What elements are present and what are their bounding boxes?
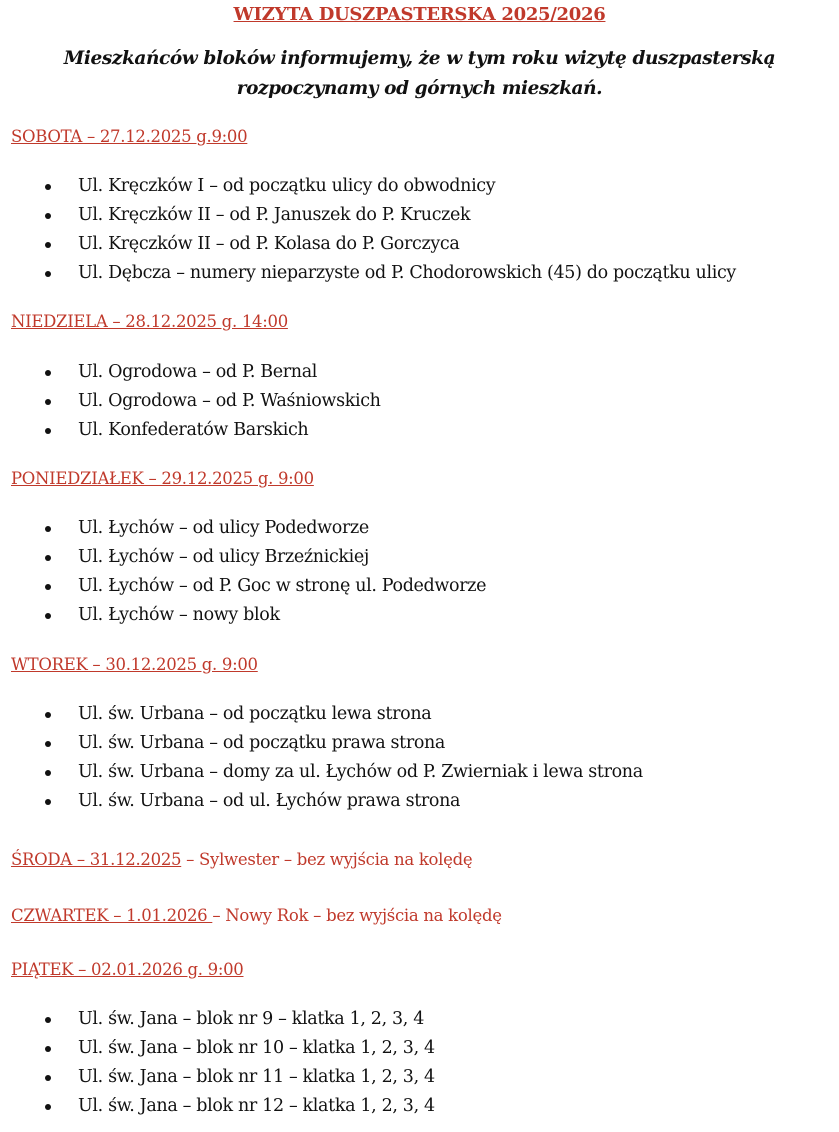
list-item-text: Ul. Ogrodowa – od P. Bernal [78, 362, 318, 382]
list-item [0, 1092, 435, 1121]
bullet-icon [45, 1046, 51, 1052]
list-item-text: Ul. Kręczków I – od początku ulicy do obwodnicy [78, 176, 496, 196]
day-heading-text: NIEDZIELA – 28.12.2025 g. 14:00 [11, 312, 288, 331]
street-list-sunday [0, 358, 381, 445]
bullet-icon [45, 1104, 51, 1110]
list-item-text: Ul. św. Jana – blok nr 12 – klatka 1, 2, 3, 4 [78, 1096, 435, 1116]
list-item [0, 387, 381, 416]
list-item-text: Ul. św. Jana – blok nr 10 – klatka 1, 2, 3, 4 [78, 1038, 435, 1058]
intro-text [0, 44, 839, 104]
list-item [0, 543, 486, 572]
day-heading-text: ŚRODA – 31.12.2025 [11, 850, 182, 869]
list-item [0, 700, 643, 729]
list-item-text: Ul. św. Jana – blok nr 11 – klatka 1, 2, 3, 4 [78, 1067, 435, 1087]
list-item-text: Ul. Kręczków II – od P. Kolasa do P. Gorczyca [78, 234, 460, 254]
bullet-icon [45, 213, 51, 219]
list-item-text: Ul. św. Urbana – od ul. Łychów prawa strona [78, 791, 461, 811]
street-list-friday [0, 1005, 435, 1121]
day-heading-thursday [11, 906, 502, 925]
intro-line-1: Mieszkańców bloków informujemy, że w tym roku wizytę duszpasterską [63, 48, 776, 69]
list-item-text: Ul. Łychów – nowy blok [78, 605, 280, 625]
day-heading-text: PONIEDZIAŁEK – 29.12.2025 g. 9:00 [11, 469, 314, 488]
list-item [0, 514, 486, 543]
list-item-text: Ul. św. Jana – blok nr 9 – klatka 1, 2, 3, 4 [78, 1009, 424, 1029]
list-item-text: Ul. Łychów – od ulicy Brzeźnickiej [78, 547, 370, 567]
day-note: – Sylwester – bez wyjścia na kolędę [181, 850, 473, 869]
day-heading-tuesday [11, 655, 258, 674]
bullet-icon [45, 370, 51, 376]
list-item [0, 358, 381, 387]
list-item-text: Ul. św. Urbana – domy za ul. Łychów od P. Zwierniak i lewa strona [78, 762, 643, 782]
street-list-saturday [0, 172, 736, 288]
list-item [0, 1034, 435, 1063]
page-title: WIZYTA DUSZPASTERSKA 2025/2026 [233, 4, 606, 25]
list-item-text: Ul. Łychów – od P. Goc w stronę ul. Podedworze [78, 576, 487, 596]
day-heading-sunday [11, 312, 288, 331]
day-heading-text: SOBOTA – 27.12.2025 g.9:00 [11, 127, 248, 146]
list-item [0, 1063, 435, 1092]
day-heading-friday [11, 960, 243, 979]
bullet-icon [45, 1075, 51, 1081]
bullet-icon [45, 770, 51, 776]
bullet-icon [45, 428, 51, 434]
list-item-text: Ul. Dębcza – numery nieparzyste od P. Chodorowskich (45) do początku ulicy [78, 263, 736, 283]
intro-line-2: rozpoczynamy od górnych mieszkań. [236, 78, 603, 99]
list-item-text: Ul. Ogrodowa – od P. Waśniowskich [78, 391, 381, 411]
list-item [0, 758, 643, 787]
day-heading-saturday [11, 127, 247, 146]
list-item [0, 172, 736, 201]
day-heading-monday [11, 469, 314, 488]
list-item-text: Ul. Konfederatów Barskich [78, 420, 309, 440]
list-item [0, 1005, 435, 1034]
day-heading-wednesday [11, 850, 472, 869]
list-item [0, 729, 643, 758]
list-item [0, 601, 486, 630]
bullet-icon [45, 399, 51, 405]
bullet-icon [45, 184, 51, 190]
list-item [0, 201, 736, 230]
list-item [0, 787, 643, 816]
list-item-text: Ul. Łychów – od ulicy Podedworze [78, 518, 369, 538]
list-item-text: Ul. św. Urbana – od początku lewa strona [78, 704, 432, 724]
bullet-icon [45, 526, 51, 532]
bullet-icon [45, 584, 51, 590]
day-heading-text: CZWARTEK – 1.01.2026 [11, 906, 213, 925]
bullet-icon [45, 242, 51, 248]
day-note: – Nowy Rok – bez wyjścia na kolędę [212, 906, 502, 925]
list-item [0, 230, 736, 259]
bullet-icon [45, 799, 51, 805]
street-list-tuesday [0, 700, 643, 816]
day-heading-text: WTOREK – 30.12.2025 g. 9:00 [11, 655, 258, 674]
list-item [0, 416, 381, 445]
bullet-icon [45, 1017, 51, 1023]
bullet-icon [45, 555, 51, 561]
bullet-icon [45, 741, 51, 747]
day-heading-text: PIĄTEK – 02.01.2026 g. 9:00 [11, 960, 244, 979]
bullet-icon [45, 271, 51, 277]
list-item [0, 572, 486, 601]
bullet-icon [45, 613, 51, 619]
list-item-text: Ul. św. Urbana – od początku prawa strona [78, 733, 446, 753]
list-item-text: Ul. Kręczków II – od P. Januszek do P. Kruczek [78, 205, 471, 225]
street-list-monday [0, 514, 486, 630]
bullet-icon [45, 712, 51, 718]
list-item [0, 259, 736, 288]
